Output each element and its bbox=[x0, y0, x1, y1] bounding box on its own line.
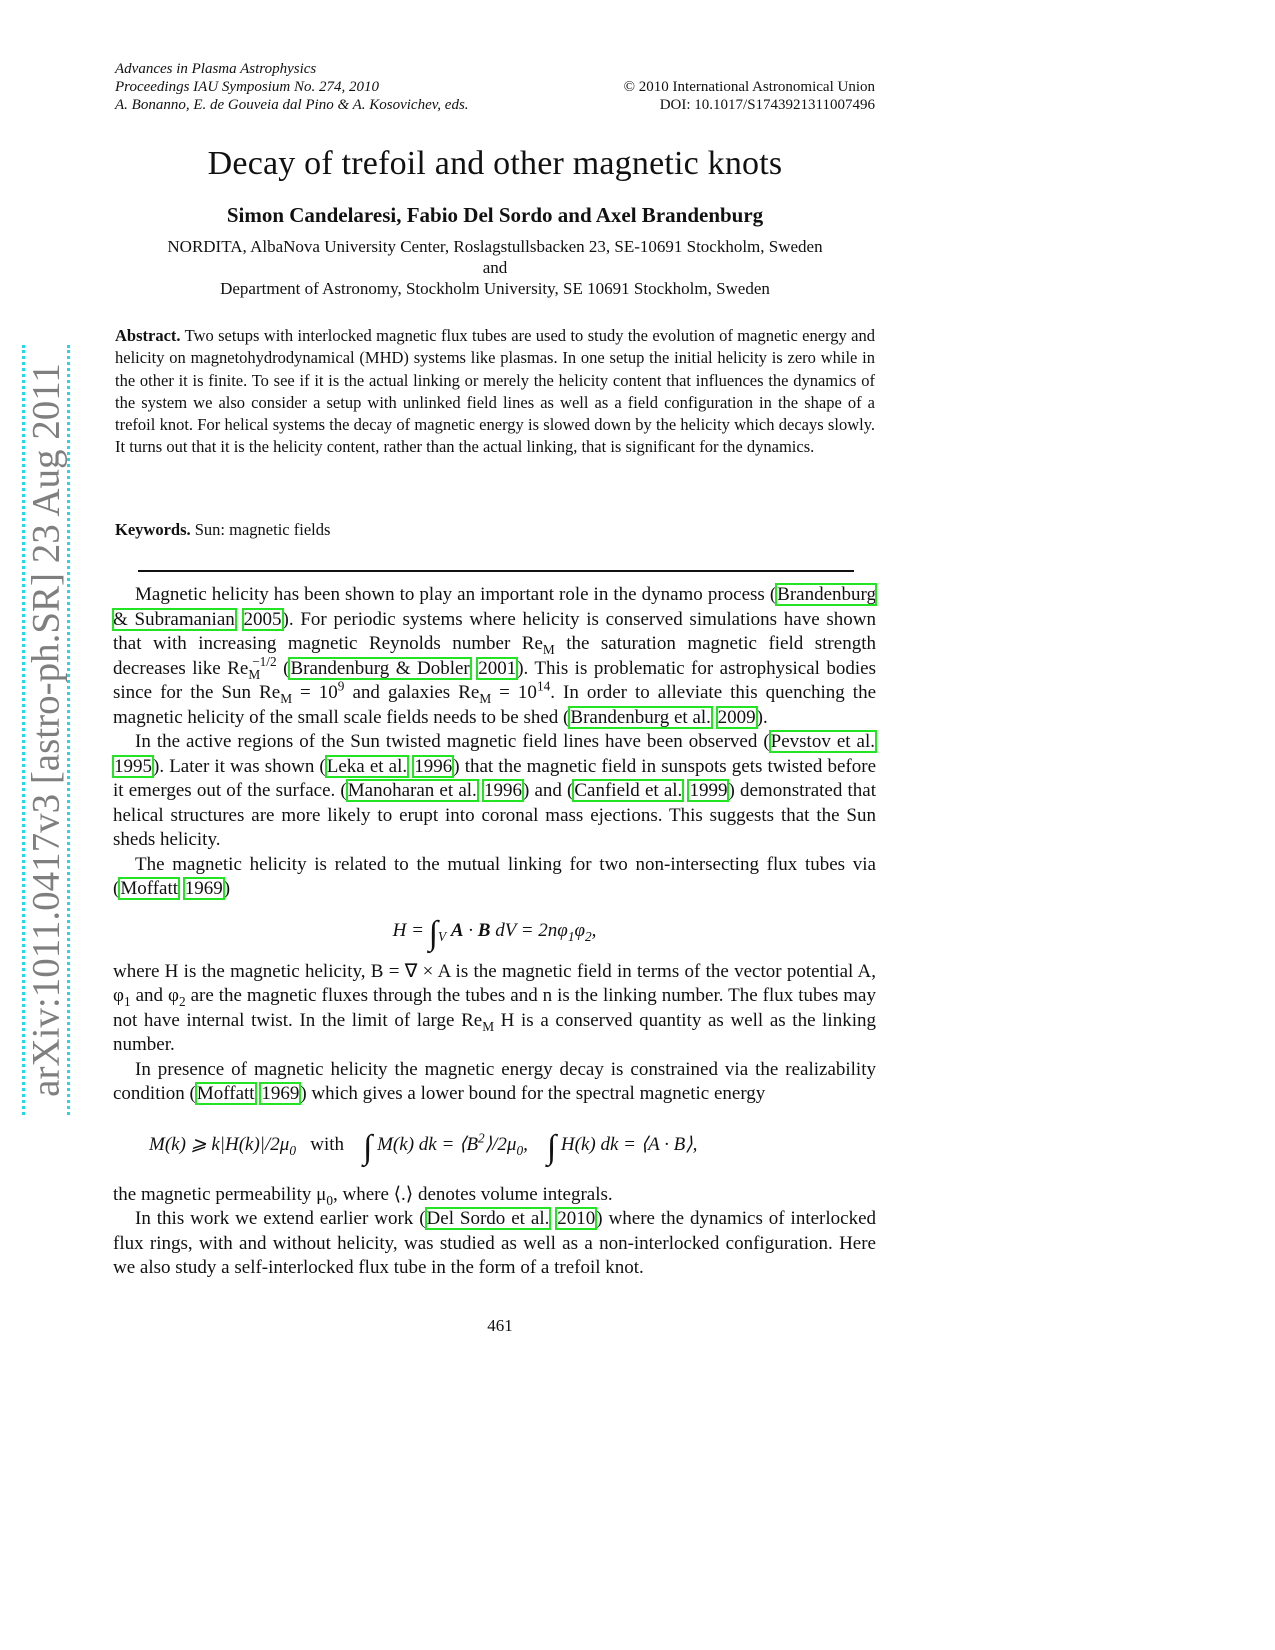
superscript: 14 bbox=[536, 678, 551, 694]
citation-year-link[interactable]: 2001 bbox=[478, 657, 517, 679]
paragraph-1 bbox=[113, 583, 876, 730]
eq-energy: M(k) dk = ⟨B bbox=[377, 1133, 479, 1155]
doi[interactable]: DOI: 10.1017/S1743921311007496 bbox=[659, 97, 875, 113]
text: H is a conserved quantity as well as the linking number. bbox=[113, 1009, 876, 1055]
equation-helicity bbox=[113, 906, 876, 956]
citation-link[interactable]: Moffatt bbox=[120, 878, 179, 899]
citation-year-link[interactable]: 2009 bbox=[717, 706, 756, 728]
subscript: 1 bbox=[123, 993, 131, 1009]
text: and φ bbox=[130, 985, 179, 1006]
text: ). bbox=[756, 706, 768, 728]
superscript: 9 bbox=[337, 678, 345, 694]
text: ( bbox=[276, 657, 290, 679]
affiliation-conjunction: and bbox=[482, 258, 508, 277]
citation-link[interactable]: Brandenburg & Subramanian bbox=[113, 584, 876, 630]
eq-lhs: H = bbox=[392, 919, 424, 941]
text: ). For periodic systems where helicity is conserved simulations have shown that with increasing magnetic Reynolds number Re bbox=[113, 608, 877, 654]
citation-link[interactable]: Moffatt bbox=[196, 1083, 255, 1104]
text: In presence of magnetic helicity the magnetic energy decay is constrained via the realizability condition ( bbox=[113, 1058, 876, 1104]
text: In the active regions of the Sun twisted magnetic field lines have been observed ( bbox=[135, 731, 770, 752]
citation-year-link[interactable]: 1995 bbox=[114, 755, 152, 777]
abstract-text: Two setups with interlocked magnetic flux tubes are used to study the evolution of magnetic energy and helicity on magnetohydrodynamical (MHD) systems like plasmas. In one setup the initial helicity is zero while in the other it is finite. To see if it is the actual linking or merely the helicity content that influences the dynamics of the system we also consider a setup with unlinked field lines as well as a field configuration in the shape of a trefoil knot. For helical systems the decay of magnetic energy is slowed down by the helicity which decays slowly. It turns out that it is the helicity content, rather than the actual linking, that is significant for the dynamics. bbox=[115, 326, 875, 457]
citation-year-link[interactable]: 1996 bbox=[414, 755, 453, 777]
text: ). Later it was shown ( bbox=[153, 755, 326, 777]
paragraph-4 bbox=[113, 960, 876, 1058]
affiliation-2: Department of Astronomy, Stockholm University, SE 10691 Stockholm, Sweden bbox=[220, 279, 770, 298]
subscript: 2 bbox=[178, 993, 186, 1009]
phi: φ bbox=[574, 919, 585, 941]
equation-realizability bbox=[113, 1111, 876, 1179]
section-divider bbox=[138, 570, 854, 572]
subscript: 2 bbox=[585, 928, 592, 944]
citation-year-link[interactable]: 2005 bbox=[243, 608, 282, 630]
integral-sign: ∫ bbox=[546, 1128, 557, 1166]
paragraph-7 bbox=[113, 1207, 876, 1281]
citation-link[interactable]: Canfield et al. bbox=[574, 780, 683, 801]
subscript: V bbox=[437, 928, 447, 944]
authors: Simon Candelaresi, Fabio Del Sordo and Axel Brandenburg bbox=[226, 203, 764, 227]
citation-year-link[interactable]: 1969 bbox=[184, 878, 223, 899]
arxiv-identifier: arXiv:1011.0417v3 [astro-ph.SR] 23 Aug 2011 bbox=[24, 363, 68, 1097]
superscript: 2 bbox=[478, 1130, 485, 1146]
integral-sign: ∫ bbox=[363, 1128, 373, 1166]
subscript: M bbox=[248, 666, 261, 682]
arxiv-stamp[interactable] bbox=[22, 345, 70, 1115]
paragraph-3 bbox=[113, 853, 876, 902]
eq-helicity: H(k) dk = ⟨A · B⟩, bbox=[560, 1133, 698, 1155]
subscript: 0 bbox=[326, 1192, 333, 1208]
citation-year-link[interactable]: 2010 bbox=[557, 1208, 596, 1229]
copyright-notice: © 2010 International Astronomical Union bbox=[623, 79, 875, 95]
text: ) demonstrated that helical structures are more likely to erupt into coronal mass ejections. This suggests that the Sun sheds helicity. bbox=[113, 780, 876, 850]
text: ) and ( bbox=[522, 780, 574, 801]
abstract bbox=[115, 325, 875, 459]
text: ) that the magnetic field in sunspots gets twisted before it emerges out of the surface. ( bbox=[113, 755, 877, 801]
citation-link[interactable]: Pevstov et al. bbox=[770, 731, 875, 752]
running-header bbox=[115, 60, 875, 114]
subscript: 1 bbox=[567, 928, 575, 944]
citation-year-link[interactable]: 1996 bbox=[483, 780, 522, 801]
punct: , bbox=[523, 1133, 528, 1155]
vector-a: A bbox=[450, 919, 464, 941]
eq-inequality: M(k) ⩾ k|H(k)|/2μ bbox=[149, 1133, 290, 1155]
paragraph-2 bbox=[113, 730, 876, 853]
keywords-text: Sun: magnetic fields bbox=[194, 520, 331, 539]
citation-link[interactable]: Del Sordo et al. bbox=[426, 1208, 550, 1229]
punct: , bbox=[591, 919, 597, 941]
text: = 10 bbox=[491, 682, 537, 703]
subscript: M bbox=[280, 690, 293, 706]
citation-link[interactable]: Brandenburg et al. bbox=[570, 706, 711, 728]
text: ) which gives a lower bound for the spectral magnetic energy bbox=[300, 1083, 766, 1104]
eq-rhs: dV = 2nφ bbox=[490, 919, 568, 941]
subscript: 0 bbox=[289, 1142, 296, 1158]
subscript: M bbox=[479, 690, 492, 706]
subscript: M bbox=[482, 1018, 495, 1034]
citation-year-link[interactable]: 1999 bbox=[689, 780, 728, 801]
text: where H is the magnetic helicity, B = ∇ × A is the magnetic field in terms of the vector potential A, φ bbox=[113, 960, 876, 1006]
integral-sign: ∫ bbox=[428, 914, 438, 952]
vector-b: B bbox=[477, 919, 491, 941]
text: = 10 bbox=[292, 682, 338, 703]
text: , where ⟨.⟩ denotes volume integrals. bbox=[332, 1183, 613, 1205]
text: The magnetic helicity is related to the mutual linking for two non-intersecting flux tubes via ( bbox=[113, 853, 876, 899]
text: In this work we extend earlier work ( bbox=[135, 1208, 426, 1229]
text: and galaxies Re bbox=[344, 682, 480, 703]
affiliation-1: NORDITA, AlbaNova University Center, Roslagstullsbacken 23, SE-10691 Stockholm, Sweden bbox=[167, 237, 823, 256]
superscript: −1/2 bbox=[252, 654, 277, 670]
page-number: 461 bbox=[487, 1316, 513, 1335]
subscript: 0 bbox=[516, 1142, 524, 1158]
keywords-label: Keywords. bbox=[115, 520, 191, 539]
text: the saturation magnetic field strength decreases like Re bbox=[113, 633, 876, 679]
paragraph-5 bbox=[113, 1058, 876, 1107]
subscript: M bbox=[542, 641, 555, 657]
citation-link[interactable]: Brandenburg & Dobler bbox=[290, 657, 470, 679]
citation-link[interactable]: Manoharan et al. bbox=[347, 780, 477, 801]
text: Magnetic helicity has been shown to play an important role in the dynamo process ( bbox=[135, 584, 777, 605]
citation-year-link[interactable]: 1969 bbox=[261, 1083, 300, 1104]
text: . In order to alleviate this quenching the magnetic helicity of the small scale fields needs to be shed ( bbox=[113, 682, 877, 728]
text: ) bbox=[223, 878, 231, 899]
keywords bbox=[115, 520, 330, 540]
body-text bbox=[113, 583, 876, 1281]
abstract-label: Abstract. bbox=[115, 326, 181, 345]
paper-title: Decay of trefoil and other magnetic knots bbox=[207, 145, 783, 182]
eq-with: with bbox=[310, 1133, 345, 1155]
text: are the magnetic fluxes through the tubes and n is the linking number. The flux tubes may not have internal twist. In the limit of large Re bbox=[113, 985, 876, 1031]
dot: · bbox=[463, 919, 478, 941]
text: the magnetic permeability μ bbox=[113, 1183, 327, 1205]
citation-link[interactable]: Leka et al. bbox=[326, 755, 408, 777]
proceedings-info: Proceedings IAU Symposium No. 274, 2010 bbox=[115, 79, 379, 95]
affiliations bbox=[110, 236, 880, 299]
text: ) where the dynamics of interlocked flux rings, with and without helicity, was studied as well as a non-interlocked configuration. Here we also study a self-interlocked flux tube in the form of a trefoil knot. bbox=[113, 1208, 877, 1278]
journal-name: Advances in Plasma Astrophysics bbox=[115, 61, 317, 77]
text: ). This is problematic for astrophysical bodies since for the Sun Re bbox=[113, 657, 876, 703]
paragraph-6 bbox=[113, 1183, 876, 1208]
eq-energy-rest: ⟩/2μ bbox=[484, 1133, 517, 1155]
editors: A. Bonanno, E. de Gouveia dal Pino & A. Kosovichev, eds. bbox=[115, 97, 469, 113]
